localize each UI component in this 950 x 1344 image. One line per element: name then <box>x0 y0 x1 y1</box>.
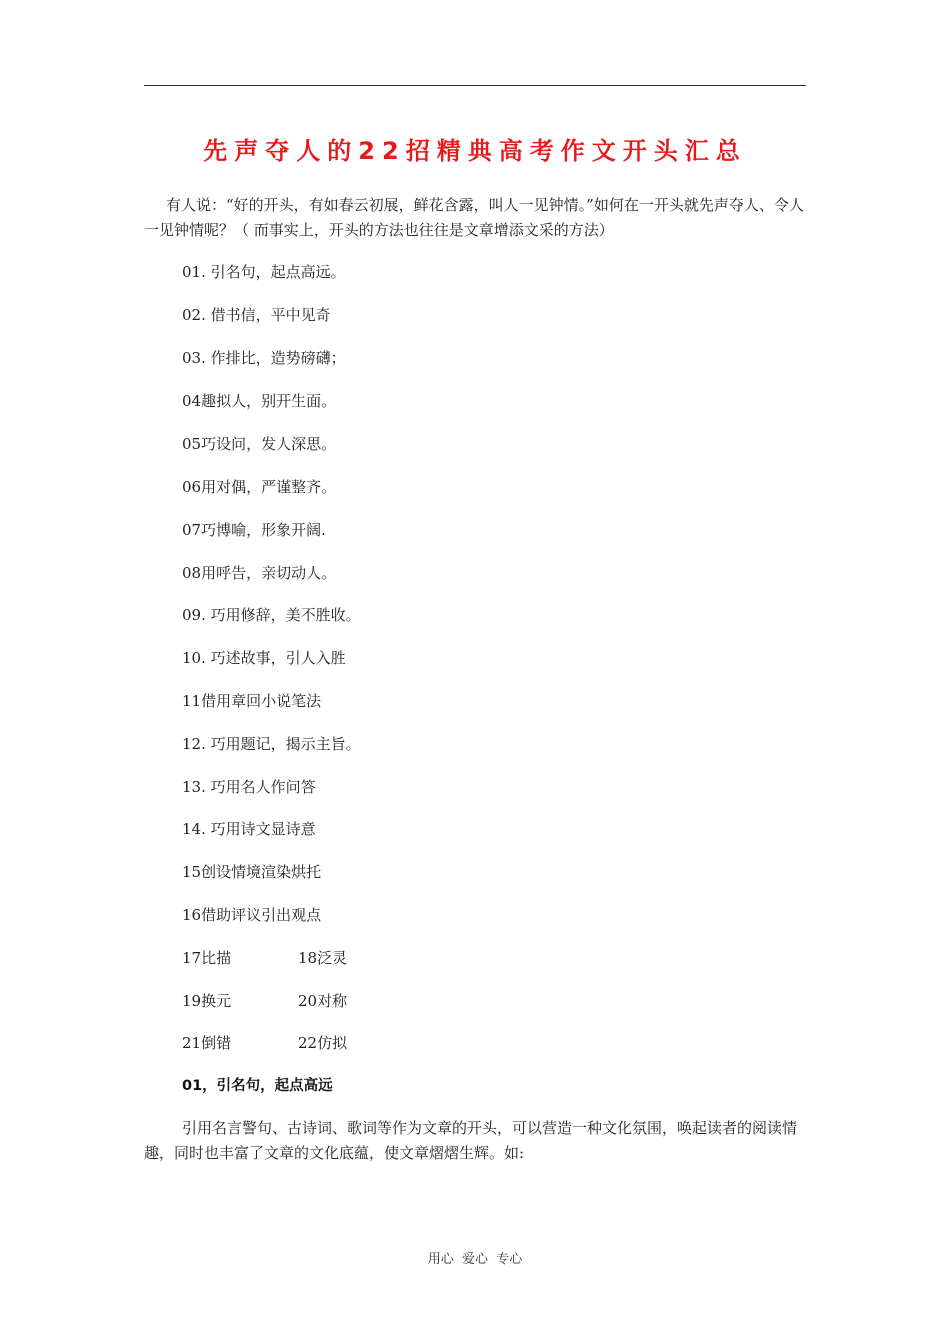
list-item: 14. 巧用诗文显诗意 <box>182 820 316 838</box>
list-item: 05巧设问，发人深思。 <box>182 435 337 453</box>
list-item: 21倒错 <box>182 1034 232 1052</box>
list-item: 09. 巧用修辞，美不胜收。 <box>182 606 361 624</box>
page-footer: 用心 爱心 专心 <box>427 1252 523 1267</box>
list-item: 03. 作排比，造势磅礴； <box>182 349 346 367</box>
list-item: 08用呼告，亲切动人。 <box>182 564 337 582</box>
section-heading: 01，引名句，起点高远 <box>182 1078 333 1094</box>
section-body-paragraph: 引用名言警句、古诗词、歌词等作为文章的开头，可以营造一种文化氛围，唤起读者的阅读情趣，同时也丰富了文章的文化底蕴，使文章熠熠生辉。如: <box>144 1119 798 1162</box>
header-rule <box>144 85 806 86</box>
list-item: 13. 巧用名人作问答 <box>182 778 316 796</box>
list-item: 17比描 <box>182 949 232 967</box>
list-item: 07巧博喻，形象开阔. <box>182 521 326 539</box>
list-item: 20对称 <box>298 992 348 1010</box>
list-item: 10. 巧述故事，引人入胜 <box>182 649 346 667</box>
list-item: 22仿拟 <box>298 1034 348 1052</box>
document-title: 先声夺人的22招精典高考作文开头汇总 <box>203 137 747 165</box>
list-item: 18泛灵 <box>298 949 348 967</box>
list-item: 12. 巧用题记，揭示主旨。 <box>182 735 361 753</box>
list-item: 16借助评议引出观点 <box>182 906 322 924</box>
list-item: 02. 借书信，平中见奇 <box>182 306 331 324</box>
list-item: 19换元 <box>182 992 232 1010</box>
list-item: 06用对偶，严谨整齐。 <box>182 478 337 496</box>
list-item: 11借用章回小说笔法 <box>182 692 322 710</box>
list-item: 15创设情境渲染烘托 <box>182 863 322 881</box>
list-item: 01. 引名句，起点高远。 <box>182 263 346 281</box>
list-item: 04趣拟人，别开生面。 <box>182 392 337 410</box>
intro-paragraph: 有人说：“好的开头，有如春云初展，鲜花含露，叫人一见钟情。”如何在一开头就先声夺人、令人一见钟情呢？（ 而事实上，开头的方法也往往是文章增添文采的方法） <box>144 196 804 239</box>
